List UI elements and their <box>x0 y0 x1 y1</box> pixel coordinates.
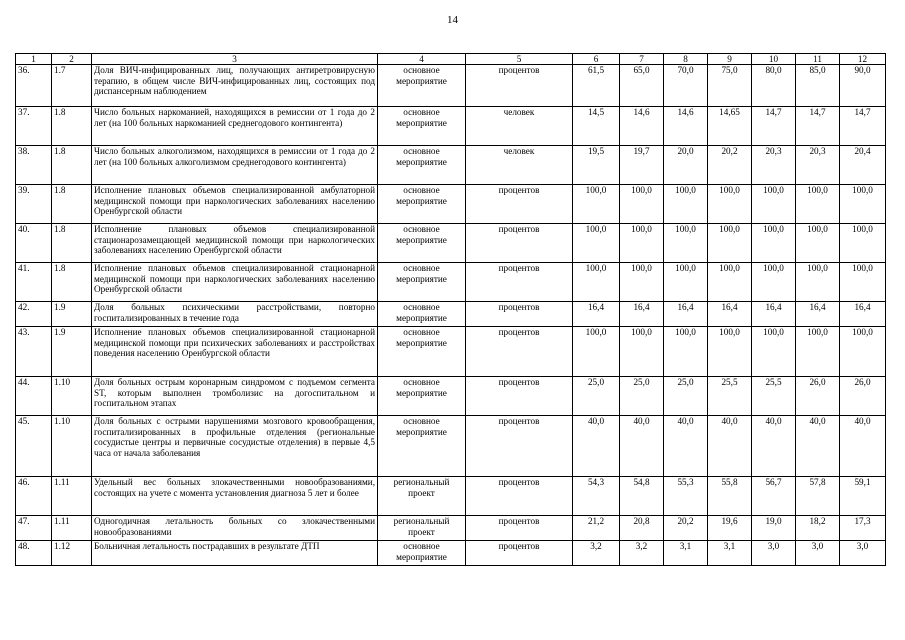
code-cell: 1.8 <box>52 224 92 263</box>
column-header: 1 <box>16 54 52 65</box>
value-cell: 100,0 <box>708 263 752 302</box>
value-cell: 65,0 <box>620 65 664 107</box>
table-row <box>16 327 886 377</box>
column-header: 8 <box>664 54 708 65</box>
indicator-name-cell: Число больных алкоголизмом, находящихся в ремиссии от 1 года до 2 лет (на 100 больных алкоголизмом среднегодового контингента) <box>92 146 378 185</box>
table-row <box>16 541 886 566</box>
column-header: 3 <box>92 54 378 65</box>
value-cell: 25,5 <box>708 377 752 416</box>
row-number-cell: 36. <box>16 65 52 107</box>
value-cell: 14,7 <box>840 107 886 146</box>
value-cell: 25,0 <box>573 377 620 416</box>
row-number-cell: 47. <box>16 516 52 541</box>
value-cell: 80,0 <box>752 65 796 107</box>
value-cell: 16,4 <box>573 302 620 327</box>
value-cell: 20,4 <box>840 146 886 185</box>
value-cell: 54,8 <box>620 477 664 516</box>
value-cell: 40,0 <box>664 416 708 477</box>
code-cell: 1.8 <box>52 185 92 224</box>
value-cell: 100,0 <box>620 185 664 224</box>
value-cell: 100,0 <box>752 185 796 224</box>
code-cell: 1.8 <box>52 107 92 146</box>
header-row <box>16 54 886 65</box>
code-cell: 1.12 <box>52 541 92 566</box>
value-cell: 56,7 <box>752 477 796 516</box>
value-cell: 100,0 <box>840 224 886 263</box>
value-cell: 54,3 <box>573 477 620 516</box>
indicator-name-cell: Одногодичная летальность больных со злокачественными новообразованиями <box>92 516 378 541</box>
activity-type-cell: основное мероприятие <box>378 327 466 377</box>
column-header: 10 <box>752 54 796 65</box>
value-cell: 3,0 <box>796 541 840 566</box>
indicator-name-cell: Больничная летальность пострадавших в результате ДТП <box>92 541 378 566</box>
activity-type-cell: основное мероприятие <box>378 224 466 263</box>
unit-cell: процентов <box>466 224 573 263</box>
activity-type-cell: основное мероприятие <box>378 185 466 224</box>
value-cell: 19,0 <box>752 516 796 541</box>
unit-cell: процентов <box>466 516 573 541</box>
table-row <box>16 224 886 263</box>
value-cell: 100,0 <box>573 185 620 224</box>
activity-type-cell: основное мероприятие <box>378 377 466 416</box>
row-number-cell: 37. <box>16 107 52 146</box>
activity-type-cell: региональный проект <box>378 516 466 541</box>
code-cell: 1.9 <box>52 302 92 327</box>
row-number-cell: 41. <box>16 263 52 302</box>
value-cell: 100,0 <box>752 263 796 302</box>
value-cell: 100,0 <box>573 263 620 302</box>
code-cell: 1.11 <box>52 516 92 541</box>
activity-type-cell: основное мероприятие <box>378 146 466 185</box>
value-cell: 16,4 <box>840 302 886 327</box>
value-cell: 26,0 <box>840 377 886 416</box>
value-cell: 100,0 <box>752 224 796 263</box>
value-cell: 70,0 <box>664 65 708 107</box>
value-cell: 40,0 <box>573 416 620 477</box>
indicator-name-cell: Исполнение плановых объемов специализированной стационарной медицинской помощи при наркологических заболеваниях населению Оренбургской области <box>92 263 378 302</box>
indicator-name-cell: Число больных наркоманией, находящихся в ремиссии от 1 года до 2 лет (на 100 больных наркоманией среднегодового контингента) <box>92 107 378 146</box>
value-cell: 14,7 <box>752 107 796 146</box>
table-row <box>16 263 886 302</box>
value-cell: 100,0 <box>708 224 752 263</box>
value-cell: 20,0 <box>664 146 708 185</box>
indicator-name-cell: Исполнение плановых объемов специализированной стационарной медицинской помощи при психических заболеваниях и расстройствах поведения населению Оренбургской области <box>92 327 378 377</box>
activity-type-cell: основное мероприятие <box>378 65 466 107</box>
value-cell: 100,0 <box>708 327 752 377</box>
activity-type-cell: основное мероприятие <box>378 541 466 566</box>
value-cell: 100,0 <box>840 263 886 302</box>
value-cell: 40,0 <box>708 416 752 477</box>
value-cell: 100,0 <box>796 263 840 302</box>
indicator-name-cell: Доля ВИЧ-инфицированных лиц, получающих антиретровирусную терапию, в общем числе ВИЧ-инфицированных лиц, состоящих под диспансерным наблюдением <box>92 65 378 107</box>
value-cell: 100,0 <box>573 224 620 263</box>
value-cell: 14,5 <box>573 107 620 146</box>
code-cell: 1.8 <box>52 263 92 302</box>
value-cell: 100,0 <box>664 185 708 224</box>
column-header: 9 <box>708 54 752 65</box>
value-cell: 100,0 <box>796 185 840 224</box>
value-cell: 100,0 <box>840 185 886 224</box>
value-cell: 100,0 <box>752 327 796 377</box>
value-cell: 100,0 <box>664 263 708 302</box>
unit-cell: человек <box>466 107 573 146</box>
unit-cell: процентов <box>466 263 573 302</box>
value-cell: 40,0 <box>796 416 840 477</box>
value-cell: 100,0 <box>664 327 708 377</box>
value-cell: 26,0 <box>796 377 840 416</box>
code-cell: 1.8 <box>52 146 92 185</box>
value-cell: 100,0 <box>573 327 620 377</box>
table-row <box>16 477 886 516</box>
value-cell: 20,8 <box>620 516 664 541</box>
unit-cell: процентов <box>466 302 573 327</box>
value-cell: 55,3 <box>664 477 708 516</box>
value-cell: 16,4 <box>752 302 796 327</box>
value-cell: 75,0 <box>708 65 752 107</box>
table-row <box>16 416 886 477</box>
value-cell: 40,0 <box>620 416 664 477</box>
value-cell: 90,0 <box>840 65 886 107</box>
column-header: 7 <box>620 54 664 65</box>
indicator-name-cell: Доля больных острым коронарным синдромом с подъемом сегмента ST, которым выполнен тромболизис на догоспитальном и госпитальном этапах <box>92 377 378 416</box>
column-header: 2 <box>52 54 92 65</box>
value-cell: 20,3 <box>796 146 840 185</box>
value-cell: 16,4 <box>796 302 840 327</box>
activity-type-cell: основное мероприятие <box>378 263 466 302</box>
value-cell: 3,1 <box>708 541 752 566</box>
value-cell: 16,4 <box>620 302 664 327</box>
value-cell: 59,1 <box>840 477 886 516</box>
indicator-name-cell: Исполнение плановых объемов специализированной амбулаторной медицинской помощи при наркологических заболеваниях населению Оренбургской области <box>92 185 378 224</box>
unit-cell: процентов <box>466 327 573 377</box>
value-cell: 20,2 <box>708 146 752 185</box>
value-cell: 14,7 <box>796 107 840 146</box>
value-cell: 17,3 <box>840 516 886 541</box>
unit-cell: процентов <box>466 477 573 516</box>
value-cell: 3,2 <box>620 541 664 566</box>
code-cell: 1.9 <box>52 327 92 377</box>
table-row <box>16 146 886 185</box>
value-cell: 61,5 <box>573 65 620 107</box>
unit-cell: процентов <box>466 377 573 416</box>
column-header: 11 <box>796 54 840 65</box>
row-number-cell: 48. <box>16 541 52 566</box>
value-cell: 100,0 <box>620 224 664 263</box>
unit-cell: процентов <box>466 541 573 566</box>
page-number: 14 <box>447 14 458 26</box>
column-header: 6 <box>573 54 620 65</box>
row-number-cell: 45. <box>16 416 52 477</box>
value-cell: 40,0 <box>840 416 886 477</box>
row-number-cell: 38. <box>16 146 52 185</box>
table-row <box>16 377 886 416</box>
value-cell: 20,2 <box>664 516 708 541</box>
table-body <box>16 65 886 566</box>
unit-cell: процентов <box>466 185 573 224</box>
value-cell: 85,0 <box>796 65 840 107</box>
code-cell: 1.10 <box>52 377 92 416</box>
value-cell: 19,6 <box>708 516 752 541</box>
activity-type-cell: основное мероприятие <box>378 107 466 146</box>
value-cell: 57,8 <box>796 477 840 516</box>
column-header: 5 <box>466 54 573 65</box>
value-cell: 40,0 <box>752 416 796 477</box>
indicators-table <box>15 53 886 566</box>
value-cell: 21,2 <box>573 516 620 541</box>
value-cell: 3,0 <box>752 541 796 566</box>
activity-type-cell: основное мероприятие <box>378 416 466 477</box>
value-cell: 100,0 <box>840 327 886 377</box>
unit-cell: процентов <box>466 65 573 107</box>
value-cell: 25,0 <box>620 377 664 416</box>
activity-type-cell: основное мероприятие <box>378 302 466 327</box>
value-cell: 20,3 <box>752 146 796 185</box>
row-number-cell: 46. <box>16 477 52 516</box>
table-row <box>16 185 886 224</box>
column-header: 4 <box>378 54 466 65</box>
column-header: 12 <box>840 54 886 65</box>
indicator-name-cell: Исполнение плановых объемов специализированной стационарозамещающей медицинской помощи при наркологических заболеваниях населению Оренбургской области <box>92 224 378 263</box>
indicator-name-cell: Удельный вес больных злокачественными новообразованиями, состоящих на учете с момента установления диагноза 5 лет и более <box>92 477 378 516</box>
unit-cell: человек <box>466 146 573 185</box>
table-row <box>16 302 886 327</box>
indicator-name-cell: Доля больных психическими расстройствами, повторно госпитализированных в течение года <box>92 302 378 327</box>
code-cell: 1.10 <box>52 416 92 477</box>
value-cell: 100,0 <box>796 327 840 377</box>
activity-type-cell: региональный проект <box>378 477 466 516</box>
unit-cell: процентов <box>466 416 573 477</box>
value-cell: 3,1 <box>664 541 708 566</box>
value-cell: 100,0 <box>708 185 752 224</box>
value-cell: 16,4 <box>664 302 708 327</box>
row-number-cell: 43. <box>16 327 52 377</box>
value-cell: 3,2 <box>573 541 620 566</box>
value-cell: 14,6 <box>664 107 708 146</box>
value-cell: 100,0 <box>620 327 664 377</box>
value-cell: 100,0 <box>664 224 708 263</box>
row-number-cell: 40. <box>16 224 52 263</box>
value-cell: 100,0 <box>796 224 840 263</box>
row-number-cell: 39. <box>16 185 52 224</box>
value-cell: 16,4 <box>708 302 752 327</box>
value-cell: 3,0 <box>840 541 886 566</box>
value-cell: 18,2 <box>796 516 840 541</box>
row-number-cell: 42. <box>16 302 52 327</box>
code-cell: 1.7 <box>52 65 92 107</box>
value-cell: 14,65 <box>708 107 752 146</box>
value-cell: 14,6 <box>620 107 664 146</box>
indicator-name-cell: Доля больных с острыми нарушениями мозгового кровообращения, госпитализированных в профильные отделения (региональные сосудистые центры и первичные сосудистые отделения) в первые 4,5 часа от начала заболевания <box>92 416 378 477</box>
value-cell: 19,7 <box>620 146 664 185</box>
code-cell: 1.11 <box>52 477 92 516</box>
value-cell: 19,5 <box>573 146 620 185</box>
table-row <box>16 516 886 541</box>
row-number-cell: 44. <box>16 377 52 416</box>
value-cell: 100,0 <box>620 263 664 302</box>
table-row <box>16 65 886 107</box>
value-cell: 25,0 <box>664 377 708 416</box>
table-row <box>16 107 886 146</box>
value-cell: 25,5 <box>752 377 796 416</box>
value-cell: 55,8 <box>708 477 752 516</box>
